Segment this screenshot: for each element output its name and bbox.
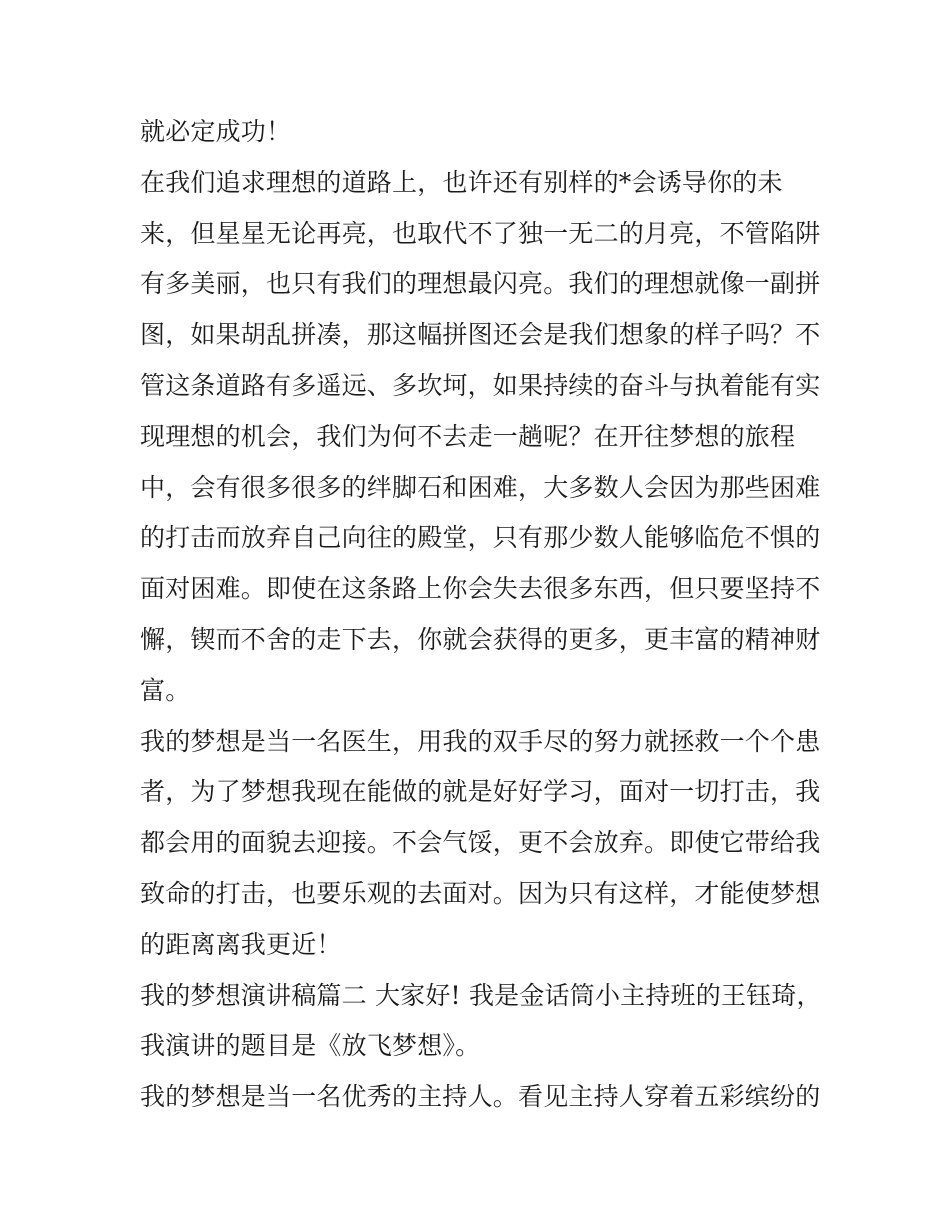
body-text xyxy=(140,107,820,1123)
text-line: 图，如果胡乱拼凑，那这幅拼图还会是我们想象的样子吗？不 xyxy=(140,320,821,350)
text-line: 富。 xyxy=(140,675,191,705)
text-line: 我演讲的题目是《放飞梦想》。 xyxy=(140,1031,481,1061)
text-line: 来，但星星无论再亮，也取代不了独一无二的月亮，不管陷阱 xyxy=(140,218,821,248)
text-line: 懈，锲而不舍的走下去，你就会获得的更多，更丰富的精神财 xyxy=(140,624,821,654)
text-line: 者，为了梦想我现在能做的就是好好学习，面对一切打击，我 xyxy=(140,777,821,807)
text-line: 致命的打击，也要乐观的去面对。因为只有这样，才能使梦想 xyxy=(140,878,821,908)
text-line: 的打击而放弃自己向往的殿堂，只有那少数人能够临危不惧的 xyxy=(140,523,821,553)
text-line: 面对困难。即使在这条路上你会失去很多东西，但只要坚持不 xyxy=(140,574,821,604)
text-line: 我的梦想演讲稿篇二 大家好! 我是金话筒小主持班的王钰琦， xyxy=(140,980,822,1010)
text-line: 管这条道路有多遥远、多坎坷，如果持续的奋斗与执着能有实 xyxy=(140,370,821,400)
text-line: 都会用的面貌去迎接。不会气馁，更不会放弃。即使它带给我 xyxy=(140,828,821,858)
text-line: 就必定成功！ xyxy=(140,117,292,146)
text-line: 我的梦想是当一名优秀的主持人。看见主持人穿着五彩缤纷的 xyxy=(140,1082,821,1112)
text-line: 在我们追求理想的道路上，也许还有别样的*会诱导你的未 xyxy=(140,167,783,197)
text-line: 的距离离我更近！ xyxy=(140,929,342,959)
text-line: 我的梦想是当一名医生，用我的双手尽的努力就拯救一个个患 xyxy=(140,726,821,756)
text-line: 中，会有很多很多的绊脚石和困难，大多数人会因为那些困难 xyxy=(140,472,821,502)
text-line: 现理想的机会，我们为何不去走一趟呢？在开往梦想的旅程 xyxy=(140,421,796,451)
text-line: 有多美丽，也只有我们的理想最闪亮。我们的理想就像一副拼 xyxy=(140,269,821,299)
